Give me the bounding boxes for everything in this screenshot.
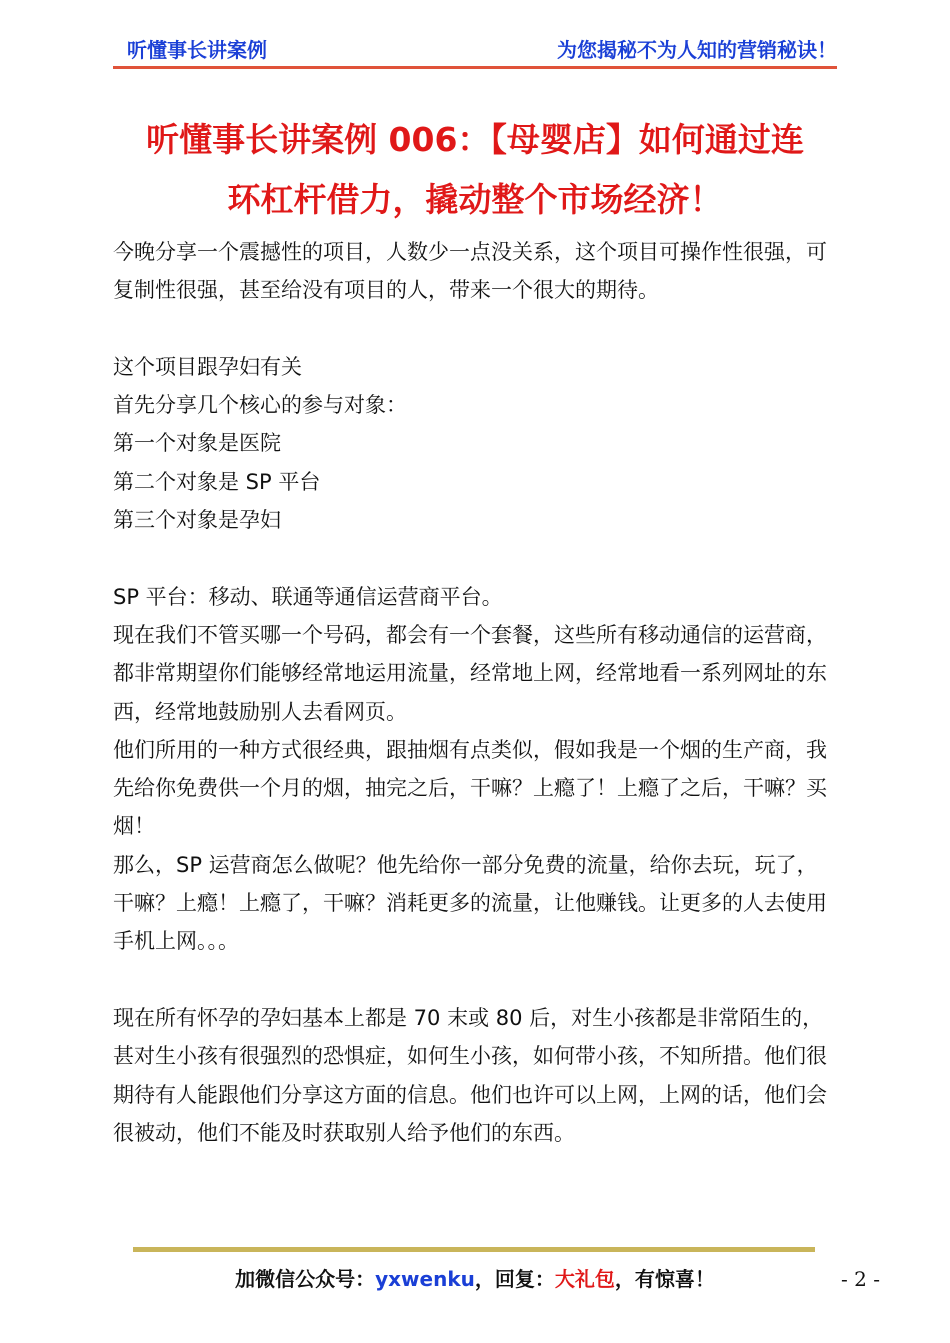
title-line-2: 环杠杆借力，撬动整个市场经济！ — [227, 180, 723, 219]
footer-keyword: 大礼包 — [554, 1267, 615, 1291]
article-body — [113, 233, 835, 1152]
title-line-1: 听懂事长讲案例 006：【母婴店】如何通过连 — [146, 120, 804, 159]
footer-prefix: 加微信公众号： — [235, 1267, 376, 1291]
paragraph-sp-definition: SP 平台：移动、联通等通信运营商平台。 — [113, 584, 503, 609]
footer-account: yxwenku — [375, 1267, 475, 1291]
paragraph-intro: 今晚分享一个震撼性的项目，人数少一点没关系，这个项目可操作性很强，可复制性很强，甚至给没有项目的人，带来一个很大的期待。 — [113, 240, 827, 303]
page-footer — [0, 1263, 950, 1292]
paragraph-sp-strategy: 那么，SP 运营商怎么做呢？他先给你一部分免费的流量，给你去玩，玩了，干嘛？上瘾！上瘾了，干嘛？消耗更多的流量，让他赚钱。让更多的人去使用手机上网。。。 — [113, 852, 827, 954]
paragraph-operators: 现在我们不管买哪一个号码，都会有一个套餐，这些所有移动通信的运营商，都非常期望你们能够经常地运用流量，经常地上网，经常地看一系列网址的东西，经常地鼓励别人去看网页。 — [113, 622, 827, 724]
page-title — [100, 110, 850, 230]
paragraph-cigarette-analogy: 他们所用的一种方式很经典，跟抽烟有点类似，假如我是一个烟的生产商，我先给你免费供一个月的烟，抽完之后，干嘛？上瘾了！上瘾了之后，干嘛？买烟！ — [113, 737, 827, 839]
paragraph-participants-heading: 首先分享几个核心的参与对象： — [113, 393, 407, 418]
paragraph-pregnant-women: 现在所有怀孕的孕妇基本上都是 70 末或 80 后，对生小孩都是非常陌生的，甚对生小孩有很强烈的恐惧症，如何生小孩，如何带小孩，不知所措。他们很期待有人能跟他们分享这方面的信息。他们也许可以上网，上网的话，他们会很被动，他们不能及时获取别人给予他们的东西。 — [113, 1005, 827, 1145]
page-number: - 2 - — [841, 1267, 880, 1291]
paragraph-participant-3: 第三个对象是孕妇 — [113, 508, 281, 533]
page-header — [113, 34, 837, 66]
paragraph-participant-2: 第二个对象是 SP 平台 — [113, 469, 321, 494]
paragraph-participant-1: 第一个对象是医院 — [113, 431, 281, 456]
paragraph-topic: 这个项目跟孕妇有关 — [113, 354, 302, 379]
header-slogan: 为您揭秘不为人知的营销秘诀！ — [557, 38, 837, 62]
footer-middle: ，回复： — [474, 1267, 555, 1291]
footer-divider — [133, 1247, 815, 1252]
footer-suffix: ，有惊喜！ — [614, 1267, 715, 1291]
header-divider — [113, 66, 837, 69]
header-series-name: 听懂事长讲案例 — [127, 38, 267, 62]
